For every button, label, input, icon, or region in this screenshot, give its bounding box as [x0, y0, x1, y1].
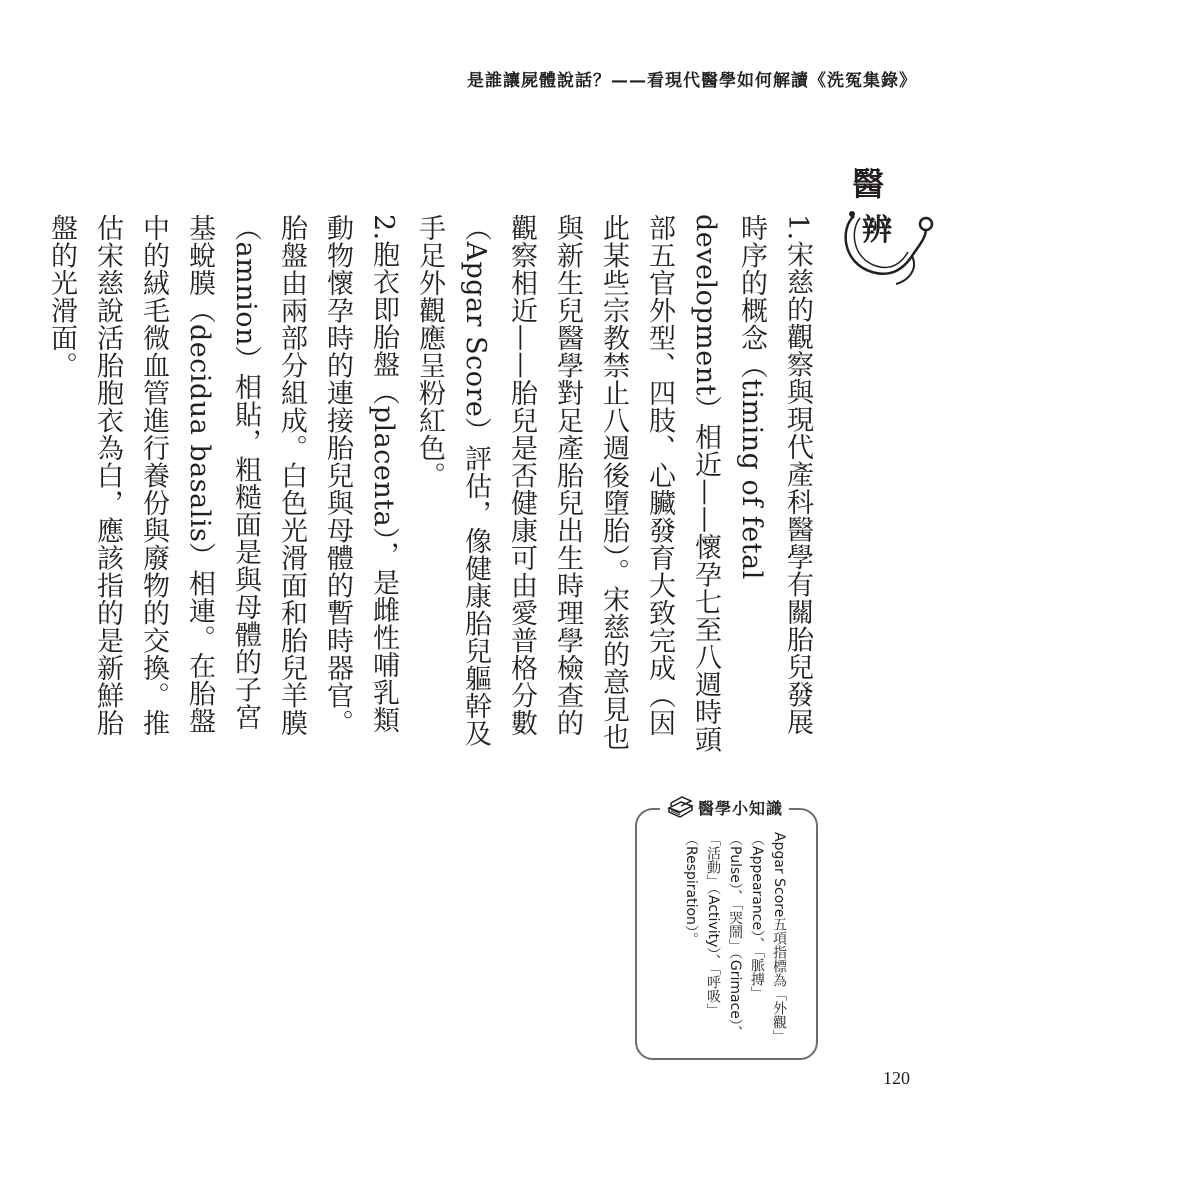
knowledge-title: 醫學小知識: [698, 798, 784, 818]
item-1-number: 1.: [782, 214, 813, 241]
item-2-text: 胞衣即胎盤（placenta），是雌性哺乳類動物懷孕時的連接胎兒與母體的暫時器官。胎盤由兩部分組成。白色光滑面和胎兒羊膜（amnion）相貼，粗糙面是與母體的子宮基蛻膜（decidua basalis）相連。在胎盤中的絨毛微血管進行養份與廢物的交換。推估宋慈說活胎胞衣為白，應該指的是新鮮胎盤的光滑面。: [46, 214, 399, 737]
item-2-number: 2.: [368, 214, 399, 241]
badge-char-discern: 辨: [862, 213, 892, 248]
main-text: [46, 214, 820, 754]
badge-char-medical: 醫: [852, 165, 885, 203]
book-stack-icon: [666, 794, 694, 820]
item-1-text: 宋慈的觀察與現代產科醫學有關胎兒發展時序的概念（timing of fetal development）相近——懷孕七至八週時頭部五官外型、四肢、心臟發育大致完成（因此某些宗教禁止八週後墮胎）。宋慈的意見也與新生兒醫學對足產胎兒出生時理學檢查的觀察相近——胎兒是否健康可由愛普格分數（Apgar Score）評估，像健康胎兒軀幹及手足外觀應呈粉紅色。: [414, 214, 813, 754]
item-2: [38, 214, 406, 754]
section-badge: [840, 165, 940, 290]
page-number: 120: [883, 1068, 910, 1088]
knowledge-header: [660, 790, 789, 824]
item-1: [406, 214, 820, 754]
running-head: 是誰讓屍體說話？——看現代醫學如何解讀《洗冤集錄》: [467, 71, 917, 91]
knowledge-text: Apgar Score五項指標為「外觀」（Appearance）、「脈搏」（Pulse）、「哭鬧」（Grimace）、「活動」（Activity）、「呼吸」（Respiration）。: [683, 832, 787, 1040]
